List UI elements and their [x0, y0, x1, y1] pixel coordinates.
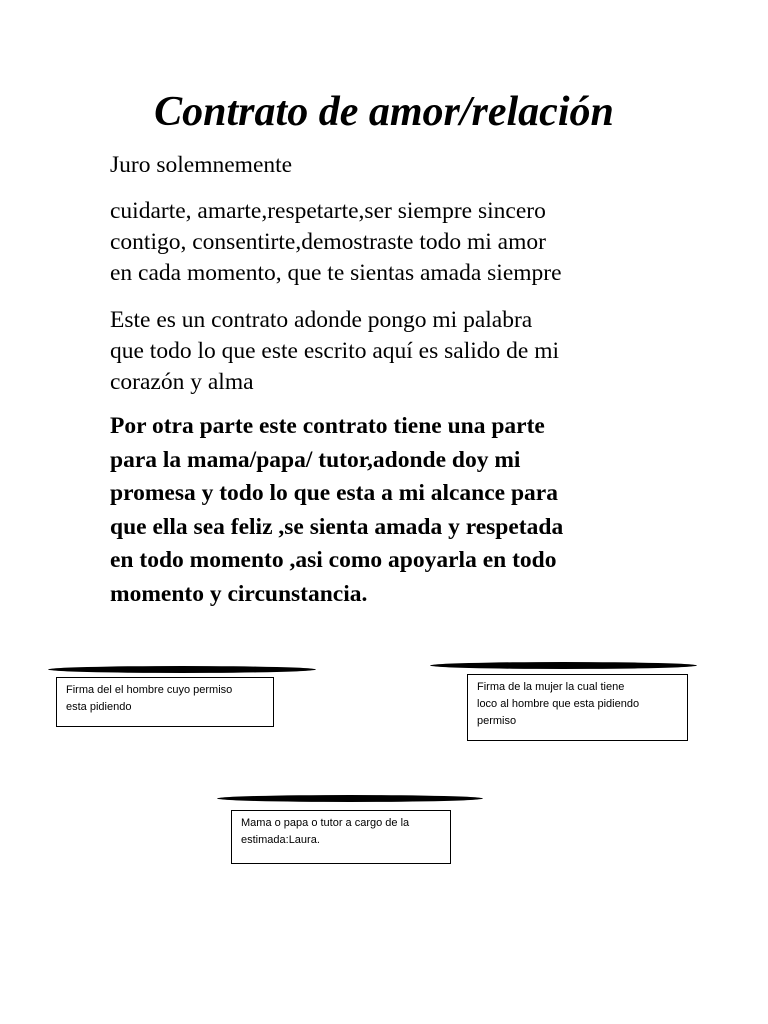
- intro-line: Juro solemnemente: [110, 152, 293, 178]
- signature-label: Firma del el hombre cuyo permiso: [66, 684, 233, 696]
- paragraph-guardian-promise: [110, 410, 730, 611]
- signature-label: Mama o papa o tutor a cargo de la: [241, 817, 410, 829]
- paragraph-line: contigo, consentirte,demostraste todo mi amor: [110, 229, 546, 255]
- paragraph-contract: [110, 305, 710, 398]
- paragraph-line: cuidarte, amarte,respetarte,ser siempre sincero: [110, 198, 546, 224]
- signature-line-man: [48, 666, 316, 673]
- signature-label: Firma de la mujer la cual tiene: [477, 681, 625, 693]
- signature-line-woman: [430, 662, 697, 669]
- paragraph-line: para la mama/papa/ tutor,adonde doy mi: [110, 446, 521, 473]
- signature-label: loco al hombre que esta pidiendo: [477, 698, 640, 710]
- signature-label: esta pidiendo: [66, 701, 132, 713]
- paragraph-line: momento y circunstancia.: [110, 580, 368, 607]
- paragraph-line: Por otra parte este contrato tiene una parte: [110, 413, 545, 439]
- paragraph-line: en todo momento ,asi como apoyarla en todo: [110, 547, 557, 573]
- paragraph-promises: [110, 196, 710, 289]
- paragraph-line: que todo lo que este escrito aquí es salido de mi: [110, 338, 560, 364]
- intro-text: [110, 150, 710, 181]
- signature-box-man: [56, 677, 274, 727]
- paragraph-line: en cada momento, que te sientas amada siempre: [110, 260, 562, 286]
- paragraph-line: Este es un contrato adonde pongo mi palabra: [110, 307, 533, 333]
- paragraph-line: que ella sea feliz ,se sienta amada y respetada: [110, 513, 564, 540]
- signature-label: estimada:Laura.: [241, 834, 320, 846]
- signature-box-woman: [467, 674, 688, 741]
- paragraph-line: promesa y todo lo que esta a mi alcance para: [110, 480, 558, 506]
- signature-line-guardian: [217, 795, 483, 802]
- signature-box-guardian: [231, 810, 451, 864]
- signature-label: permiso: [477, 715, 517, 727]
- document-title: Contrato de amor/relación: [154, 89, 614, 135]
- paragraph-line: corazón y alma: [110, 369, 254, 395]
